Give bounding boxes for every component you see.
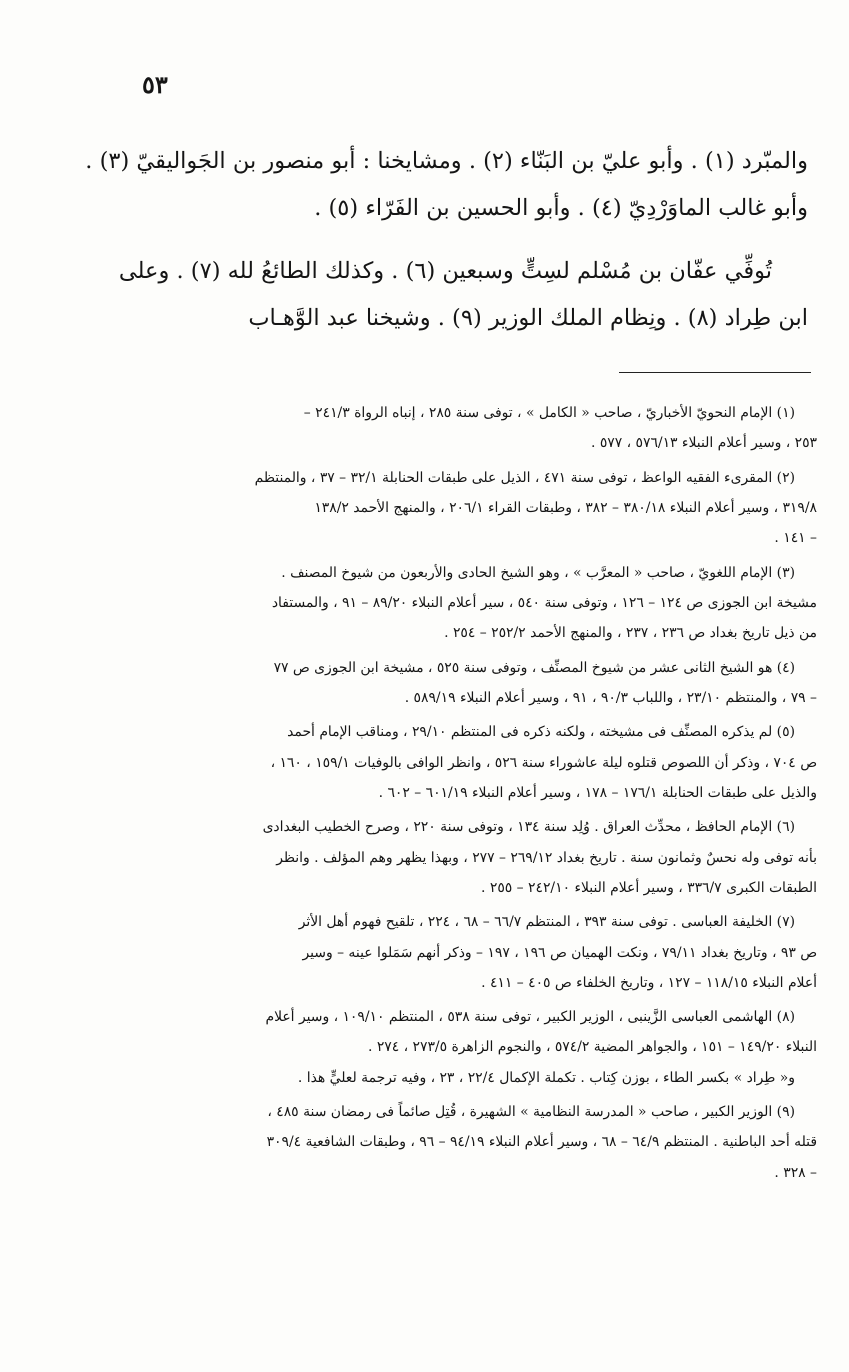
main-text-line: تُوفِّي عفّان بن مُسْلم لسِتٍّ وسبعين (٦) . وكذلك الطائعُ لله (٧) . وعلى	[118, 258, 772, 284]
footnote-line: أعلام النبلاء ١١٨/١٥ – ١٢٧ ، وتاريخ الخلفاء ص ٤٠٥ – ٤١١ .	[481, 974, 817, 991]
footnote-line: النبلاء ١٤٩/٢٠ – ١٥١ ، والجواهر المضية ٥٧٤/٢ ، والنجوم الزاهرة ٢٧٣/٥ ، ٢٧٤ .	[367, 1039, 817, 1056]
footnote-line: (٦) الإمام الحافظ ، محدِّث العراق . وُلِد سنة ١٣٤ ، وتوفى سنة ٢٢٠ ، وصرح الخطيب البغدادى	[262, 819, 795, 836]
footnote-6	[104, 812, 817, 903]
footnote-line: (١) الإمام النحويّ الأخباريّ ، صاحب « الكامل » ، توفى سنة ٢٨٥ ، إنباه الرواة ٢٤١/٣ –	[303, 405, 795, 421]
footnote-line: (٧) الخليفة العباسى . توفى سنة ٣٩٣ ، المنتظم ٦٦/٧ – ٦٨ ، ٢٢٤ ، تلقيح فهوم أهل الأثر	[298, 914, 795, 931]
footnote-line: (٤) هو الشيخ الثانى عشر من شيوخ المصنِّف ، وتوفى سنة ٥٢٥ ، مشيخة ابن الجوزى ص ٧٧	[273, 659, 795, 676]
footnote-2	[104, 463, 817, 554]
footnote-line: قتله أحد الباطنية . المنتظم ٦٤/٩ – ٦٨ ، وسير أعلام النبلاء ٩٤/١٩ – ٩٦ ، وطبقات الشافعية ٣٠٩/٤	[266, 1134, 817, 1151]
footnote-line: – ٣٢٨ .	[774, 1164, 817, 1181]
footnote-line: (٥) لم يذكره المصنِّف فى مشيخته ، ولكنه ذكره فى المنتظم ٢٩/١٠ ، ومناقب الإمام أحمد	[287, 724, 795, 741]
footnote-4	[104, 653, 817, 713]
footnote-line: – ١٤١ .	[774, 530, 817, 547]
footnote-9	[104, 1097, 817, 1188]
main-text	[85, 138, 808, 342]
footnote-7	[104, 907, 817, 998]
main-text-line: وأبو غالب الماوَرْدِيّ (٤) . وأبو الحسين بن الفَرّاء (٥) .	[314, 195, 808, 221]
footnotes	[104, 398, 817, 1192]
footnote-line: (٩) الوزير الكبير ، صاحب « المدرسة النظامية » الشهيرة ، قُتِل صائماً فى رمضان سنة ٤٨٥ ،	[267, 1104, 795, 1121]
footnote-separator	[619, 372, 811, 373]
footnote-line: الطبقات الكبرى ٣٣٦/٧ ، وسير أعلام النبلاء ٢٤٢/١٠ – ٢٥٥ .	[481, 879, 817, 896]
footnote-line: ٣١٩/٨ ، وسير أعلام النبلاء ٣٨٠/١٨ – ٣٨٢ ، وطبقات القراء ٢٠٦/١ ، والمنهج الأحمد ١٣٨/٢	[314, 499, 817, 516]
main-text-line: والمبّرد (١) . وأبو عليّ بن البَنّاء (٢) . ومشايخنا : أبو منصور بن الجَواليقيّ (٣) .	[85, 148, 808, 174]
footnote-line: (٢) المقرىء الفقيه الواعظ ، توفى سنة ٤٧١ ، الذيل على طبقات الحنابلة ٣٢/١ – ٣٧ ، والمنتظم	[254, 469, 795, 486]
footnote-1	[104, 398, 817, 458]
footnote-line: ص ٩٣ ، وتاريخ بغداد ٧٩/١١ ، ونكت الهميان ص ١٩٦ ، ١٩٧ – وذكر أنهم سَمَلوا عينه – وسير	[302, 944, 817, 961]
footnote-line: ص ٧٠٤ ، وذكر أن اللصوص قتلوه ليلة عاشوراء سنة ٥٢٦ ، وانظر الوافى بالوفيات ١٥٩/١ ، ١٦٠ ،	[270, 754, 817, 771]
footnote-line: والذيل على طبقات الحنابلة ١٧٦/١ – ١٧٨ ، وسير أعلام النبلاء ٦٠١/١٩ – ٦٠٢ .	[378, 784, 817, 801]
footnote-3	[104, 558, 817, 649]
paragraph-gap	[112, 232, 808, 248]
footnote-line: ٢٥٣ ، وسير أعلام النبلاء ٥٧٦/١٣ ، ٥٧٧ .	[590, 435, 817, 452]
footnote-line: (٣) الإمام اللغويّ ، صاحب « المعرَّب » ، وهو الشيخ الحادى والأربعون من شيوخ المصنف .	[281, 564, 795, 581]
footnote-line: بأنه توفى وله نحسٌ وثمانون سنة . تاريخ بغداد ٢٦٩/١٢ – ٢٧٧ ، وبهذا يظهر وهم المؤلف . وانظر	[276, 849, 817, 866]
footnote-line: مشيخة ابن الجوزى ص ١٢٤ – ١٢٦ ، وتوفى سنة ٥٤٠ ، سير أعلام النبلاء ٨٩/٢٠ – ٩١ ، والمستفاد	[271, 594, 817, 611]
page-number: ٥٣	[142, 70, 168, 99]
footnote-line: (٨) الهاشمى العباسى الزَّينبى ، الوزير الكبير ، توفى سنة ٥٣٨ ، المنتظم ١٠٩/١٠ ، وسير أعلام	[265, 1009, 795, 1026]
footnote-line: من ذيل تاريخ بغداد ص ٢٣٦ ، ٢٣٧ ، والمنهج الأحمد ٢٥٢/٢ – ٢٥٤ .	[444, 625, 817, 642]
main-text-line: ابن طِراد (٨) . ونِظام الملك الوزير (٩) . وشيخنا عبد الوَّهـاب	[248, 305, 808, 331]
footnote-8	[104, 1002, 817, 1093]
footnote-line: – ٧٩ ، والمنتظم ٢٣/١٠ ، واللباب ٩٠/٣ ، ٩١ ، وسير أعلام النبلاء ٥٨٩/١٩ .	[404, 689, 817, 706]
footnote-5	[104, 717, 817, 808]
footnote-line: و« طِراد » بكسر الطاء ، بوزن كِتاب . تكملة الإكمال ٢٢/٤ ، ٢٣ ، وفيه ترجمة لعليٍّ هذا .	[297, 1069, 795, 1086]
